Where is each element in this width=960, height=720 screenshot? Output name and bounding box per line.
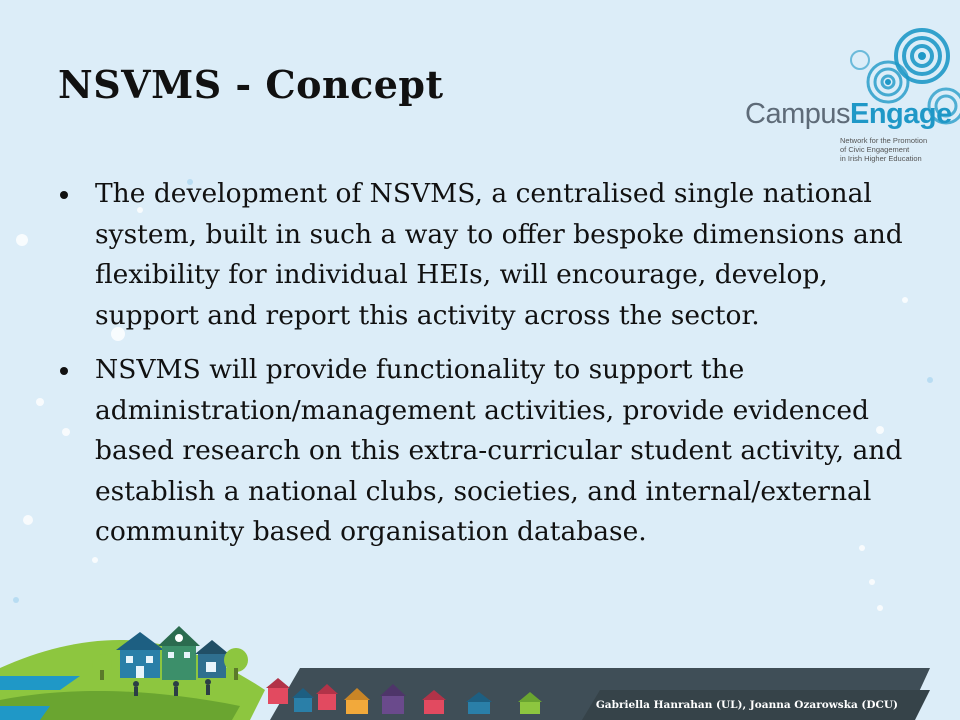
house-icon <box>116 632 164 678</box>
house-icon <box>266 678 290 704</box>
bullet-text: The development of NSVMS, a centralised single national system, built in such a way to offer bespoke dimensions and flexibility for individual HEIs, will encourage, develop, support and report this activity across the sector. <box>95 178 903 331</box>
bullet-item <box>58 350 908 553</box>
footer-authors: Gabriella Hanrahan (UL), Joanna Ozarowska (DCU) <box>595 699 898 711</box>
logo-word-light: Campus <box>745 98 850 130</box>
logo-wordmark <box>745 98 952 131</box>
logo-tagline-line: of Civic Engagement <box>840 145 910 154</box>
bullet-list <box>58 174 908 567</box>
logo-tagline-line: Network for the Promotion <box>840 136 928 145</box>
logo-word-strong: Engage <box>850 98 952 130</box>
house-icon <box>195 640 229 678</box>
bullet-icon <box>60 191 68 199</box>
bullet-text: NSVMS will provide functionality to support the administration/management activities, provide evidenced based research on this extra-curricular student activity, and establish a national clubs, societies, and internal/external community based organisation database. <box>95 354 903 547</box>
logo-tagline <box>840 136 950 163</box>
bullet-icon <box>60 367 68 375</box>
logo-tagline-line: in Irish Higher Education <box>840 154 922 163</box>
house-icon <box>158 626 200 680</box>
campus-engage-logo <box>740 28 960 168</box>
bullet-item <box>58 174 908 336</box>
slide-title: NSVMS - Concept <box>58 62 444 107</box>
